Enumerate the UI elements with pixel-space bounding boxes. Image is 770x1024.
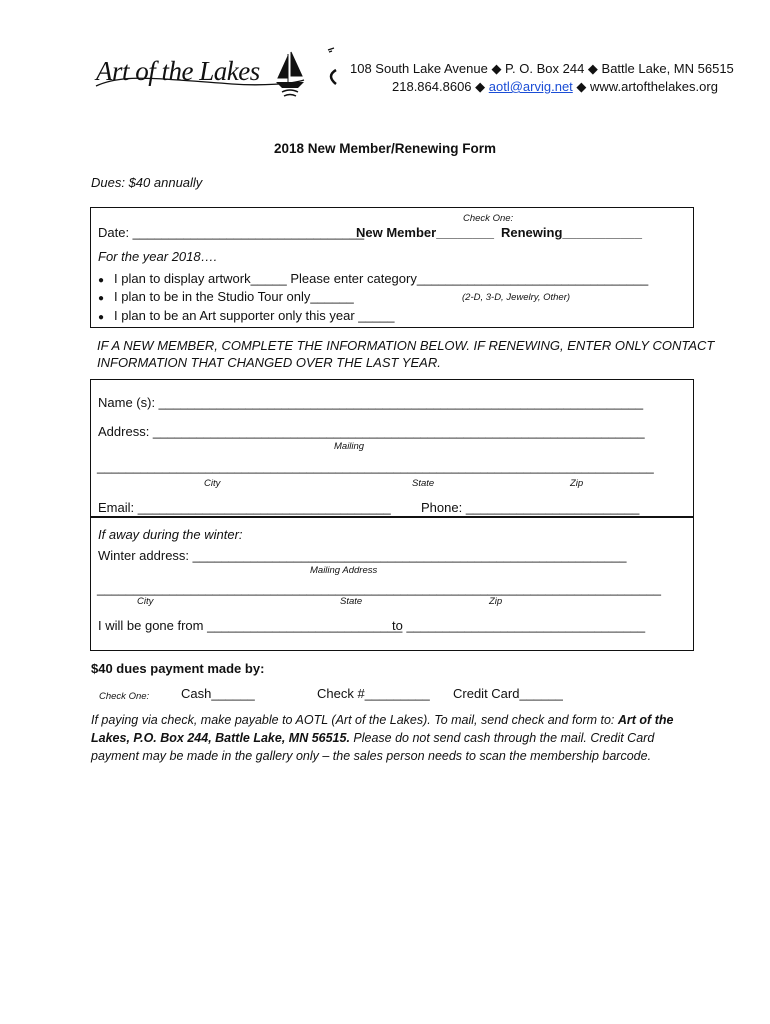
org-address: 108 South Lake Avenue ◆ P. O. Box 244 ◆ Battle Lake, MN 56515 xyxy=(350,61,734,76)
winter-zip-hint: Zip xyxy=(489,596,503,607)
winter-mailing-hint: Mailing Address xyxy=(310,565,378,576)
winter-state-hint: State xyxy=(340,596,363,607)
org-contact-line xyxy=(392,79,718,95)
mailing-hint: Mailing xyxy=(334,441,365,452)
payment-cash-option[interactable]: Cash______ xyxy=(181,686,255,701)
form-title: 2018 New Member/Renewing Form xyxy=(273,141,497,156)
payment-check-option[interactable]: Check #_________ xyxy=(317,686,430,701)
org-phone: 218.864.8606 ◆ xyxy=(392,79,486,94)
option-art-supporter[interactable]: ● I plan to be an Art supporter only this year _____ xyxy=(98,308,395,323)
bullet-icon: ● xyxy=(98,275,105,286)
bullet-icon: ● xyxy=(98,312,105,323)
payment-check-one-label: Check One: xyxy=(99,691,150,702)
org-website: ◆ www.artofthelakes.org xyxy=(576,79,718,94)
renewing-option[interactable]: Renewing___________ xyxy=(501,225,642,240)
category-hint: (2-D, 3-D, Jewelry, Other) xyxy=(462,292,571,303)
gone-to-field[interactable]: to _________________________________ xyxy=(392,618,646,633)
email-field[interactable]: Email: ___________________________________ xyxy=(98,500,391,515)
bullet-icon: ● xyxy=(98,293,105,304)
gone-from-field[interactable]: I will be gone from ___________________________ xyxy=(98,618,403,633)
name-field[interactable]: Name (s): ___________________________________________________________________ xyxy=(98,395,644,410)
option-display-artwork[interactable]: ● I plan to display artwork_____ Please enter category________________________________ xyxy=(98,271,649,286)
check-one-label: Check One: xyxy=(463,213,514,224)
winter-address-field[interactable]: Winter address: ____________________________________________________________ xyxy=(98,548,627,563)
payment-credit-card-option[interactable]: Credit Card______ xyxy=(453,686,563,701)
option-studio-tour[interactable]: ● I plan to be in the Studio Tour only______ xyxy=(98,289,354,304)
org-email-link[interactable]: aotl@arvig.net xyxy=(488,79,573,94)
state-hint: State xyxy=(412,478,435,489)
city-hint: City xyxy=(204,478,221,489)
winter-intro: If away during the winter: xyxy=(98,527,243,542)
city-state-zip-field[interactable]: _____________________________________________________________________________ xyxy=(97,459,654,474)
address-field[interactable]: Address: ____________________________________________________________________ xyxy=(98,424,645,439)
payment-note: If paying via check, make payable to AOTL (Art of the Lakes). To mail, send check and form to: Art of the Lakes, P.O. Box 244, Battle Lake, MN 56515. Please do not send cash through the mail. Credit Card payment may be made in the gallery only – the sales person needs to scan the membership barcode. xyxy=(91,713,674,763)
dues-text: Dues: $40 annually xyxy=(91,175,203,190)
instructions-line-1: IF A NEW MEMBER, COMPLETE THE INFORMATION BELOW. IF RENEWING, ENTER ONLY CONTACT xyxy=(97,338,715,353)
zip-hint: Zip xyxy=(570,478,584,489)
payment-heading: $40 dues payment made by: xyxy=(91,661,265,676)
winter-city-state-zip-field[interactable]: ______________________________________________________________________________ xyxy=(97,581,661,596)
logo-wordmark: Art of the Lakes xyxy=(96,56,260,86)
new-member-option[interactable]: New Member________ xyxy=(356,225,495,240)
instructions-line-2: INFORMATION THAT CHANGED OVER THE LAST YEAR. xyxy=(97,355,441,370)
date-field[interactable]: Date: ________________________________ xyxy=(98,225,365,240)
year-intro: For the year 2018…. xyxy=(98,249,218,264)
phone-field[interactable]: Phone: ________________________ xyxy=(421,500,640,515)
winter-city-hint: City xyxy=(137,596,154,607)
